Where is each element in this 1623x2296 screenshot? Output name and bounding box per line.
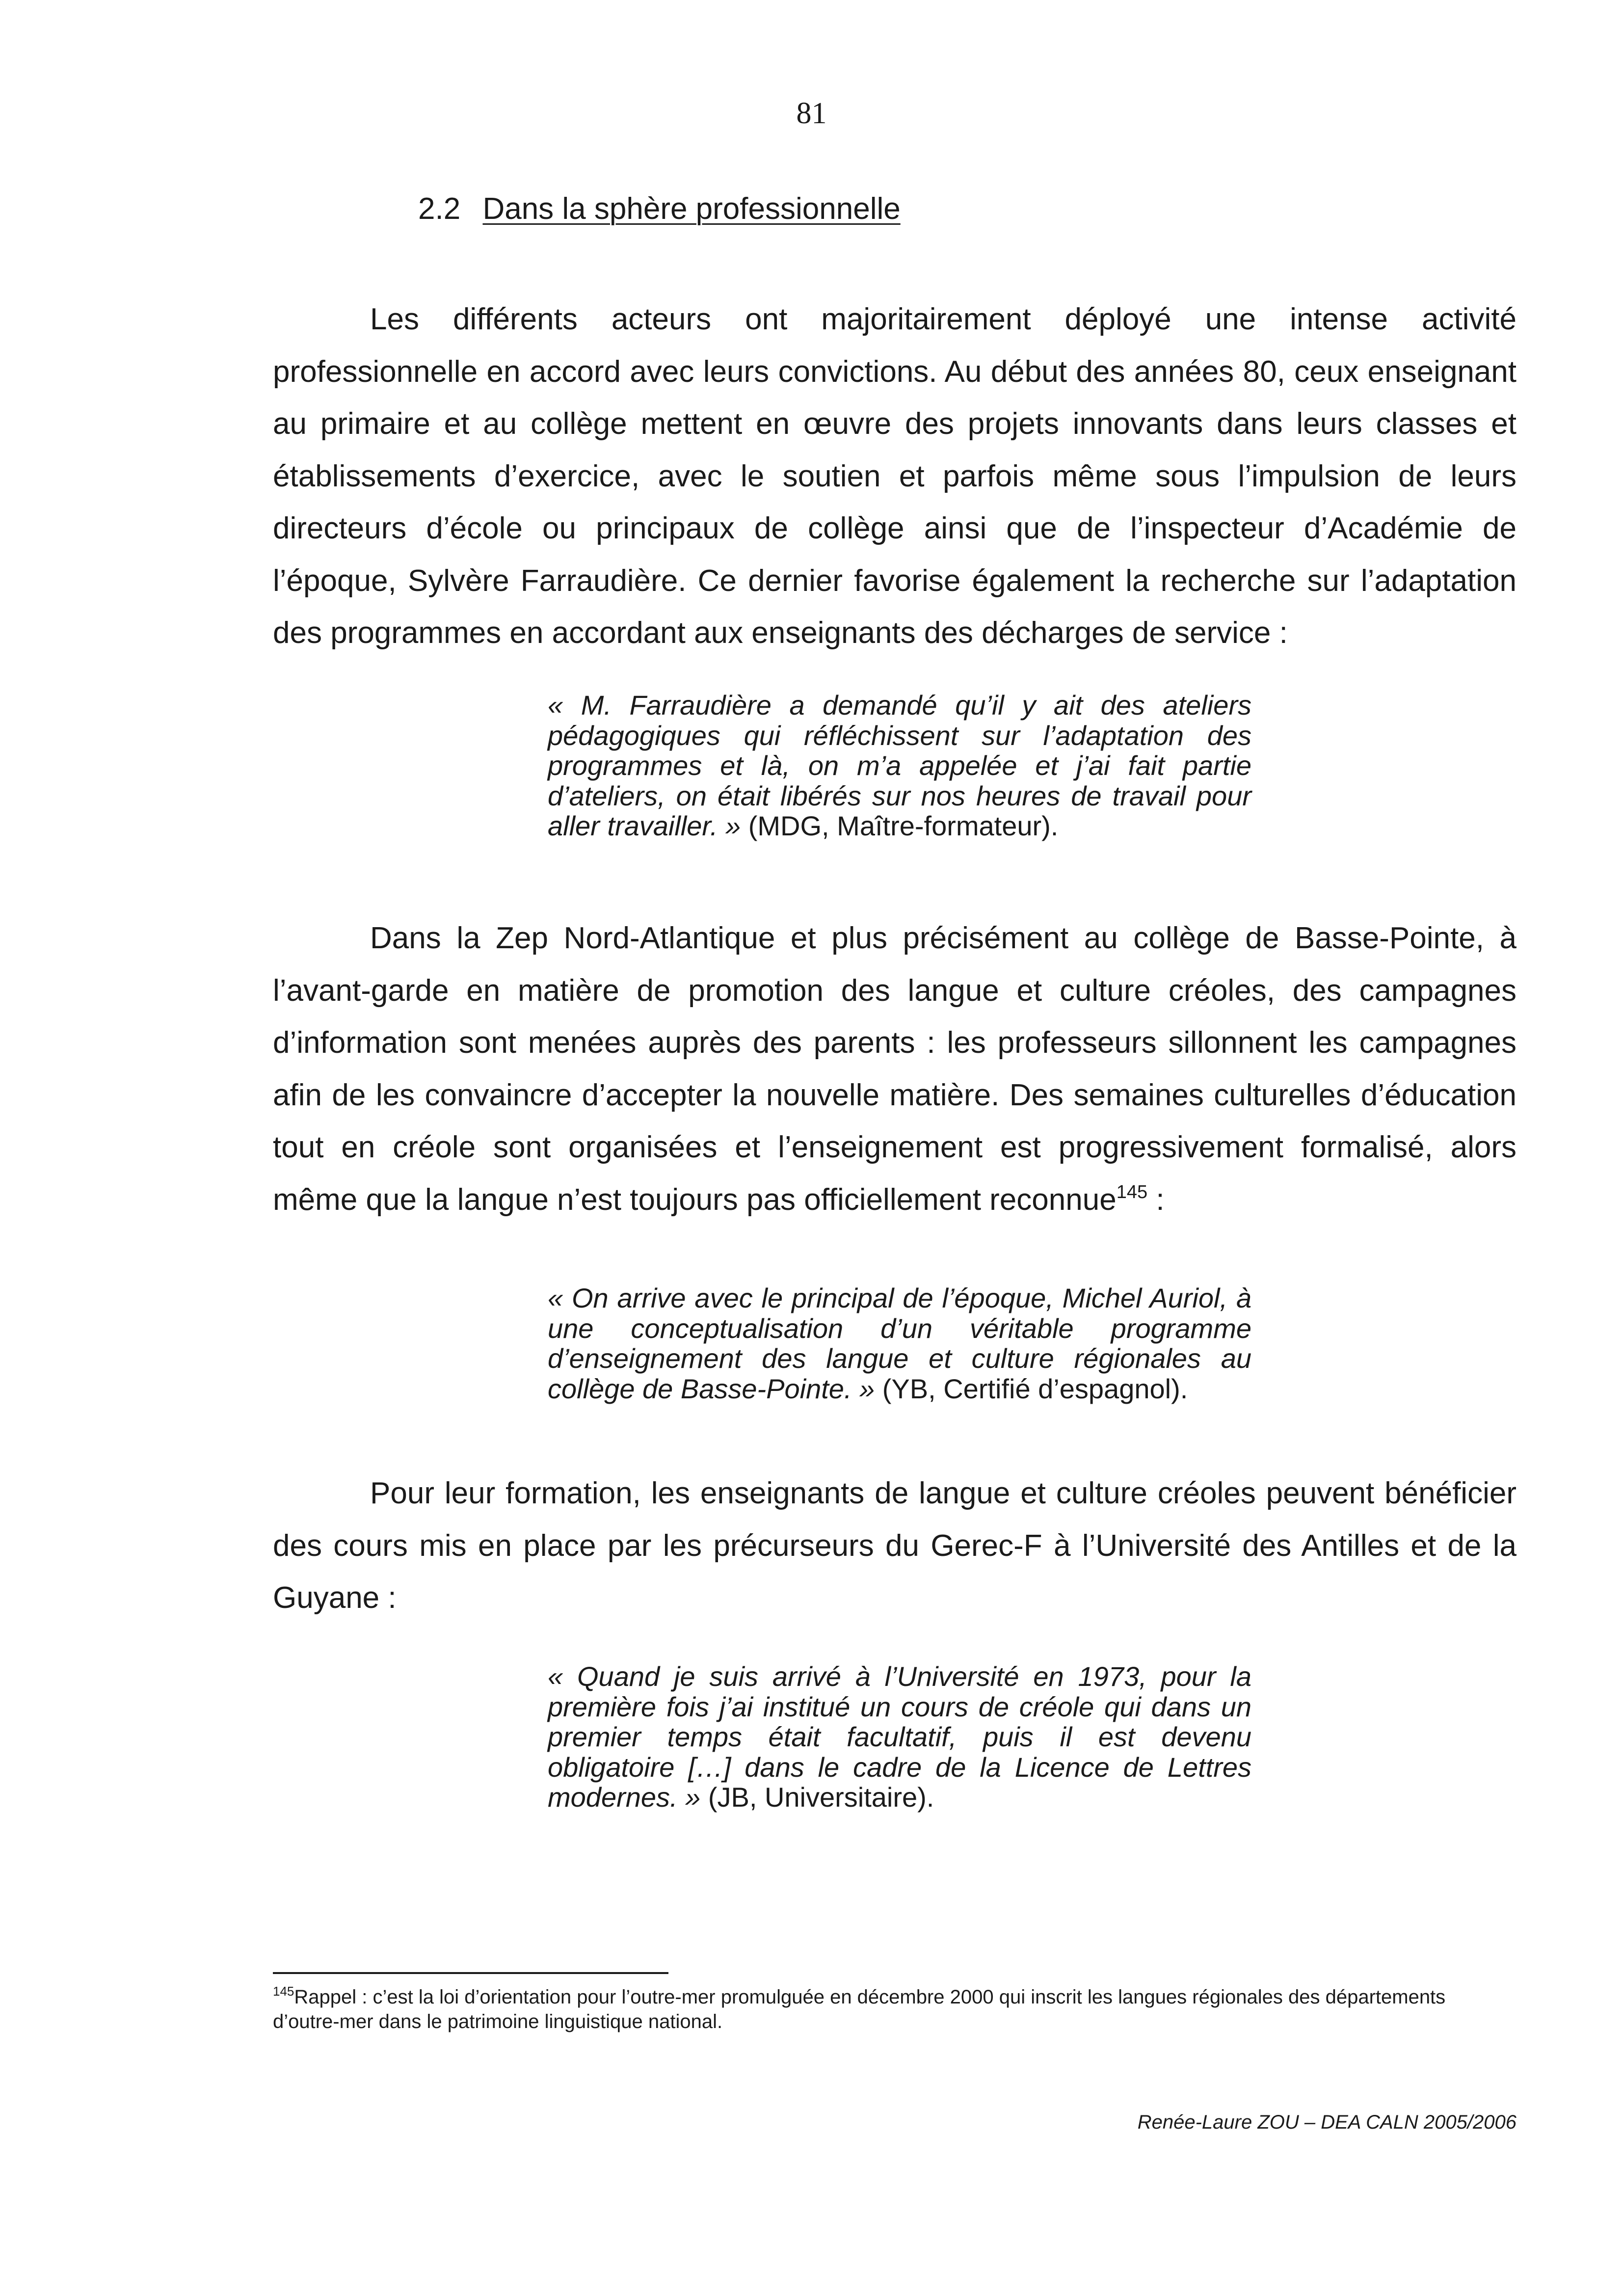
quote-2 xyxy=(548,1283,1251,1404)
paragraph-1 xyxy=(273,294,1517,660)
quote-1-text: « M. Farraudière a demandé qu’il y ait des ateliers pédagogiques qui réfléchissent sur l’adaptation des programmes et là, on m’a appelée et j’ai fait partie d’ateliers, on était libérés sur nos heures de travail pour aller travailler. » xyxy=(548,690,1251,841)
quote-1-attribution: (MDG, Maître-formateur). xyxy=(748,810,1059,841)
paragraph-3 xyxy=(273,1468,1517,1625)
footnote-number: 145 xyxy=(273,1984,294,1999)
quote-2-attribution: (YB, Certifié d’espagnol). xyxy=(882,1373,1188,1404)
quote-3-text: « Quand je suis arrivé à l’Université en 1973, pour la première fois j’ai institué un cours de créole qui dans un premier temps était facultatif, puis il est devenu obligatoire […] dans le cadre de la Licence de Lettres modernes. » xyxy=(548,1661,1251,1813)
footnote xyxy=(273,1985,1517,2034)
quote-3-attribution: (JB, Universitaire). xyxy=(708,1782,934,1813)
footnote-text: Rappel : c’est la loi d’orientation pour l’outre-mer promulguée en décembre 2000 qui inscrit les langues régionales des départements d’outre-mer dans le patrimoine linguistique national. xyxy=(273,1986,1446,2032)
section-heading xyxy=(418,191,901,226)
page-footer: Renée-Laure ZOU – DEA CALN 2005/2006 xyxy=(1137,2111,1517,2133)
quote-2-text: « On arrive avec le principal de l’époque, Michel Auriol, à une conceptualisation d’un véritable programme d’enseignement des langue et culture régionales au collège de Basse-Pointe. » xyxy=(548,1282,1251,1404)
page-number: 81 xyxy=(796,97,827,130)
paragraph-2 xyxy=(273,912,1517,1226)
quote-1 xyxy=(548,690,1251,841)
footnote-reference: 145 xyxy=(1116,1181,1148,1202)
quote-3 xyxy=(548,1661,1251,1813)
paragraph-2-tail: : xyxy=(1147,1182,1165,1217)
paragraph-2-text: Dans la Zep Nord-Atlantique et plus précisément au collège de Basse-Pointe, à l’avant-garde en matière de promotion des langue et culture créoles, des campagnes d’information sont menées auprès des parents : les professeurs sillonnent les campagnes afin de les convaincre d’accepter la nouvelle matière. Des semaines culturelles d’éducation tout en créole sont organisées et l’enseignement est progressivement formalisé, alors même que la langue n’est toujours pas officiellement reconnue xyxy=(273,921,1517,1217)
paragraph-1-text: Les différents acteurs ont majoritairement déployé une intense activité professionnelle en accord avec leurs convictions. Au début des années 80, ceux enseignant au primaire et au collège mettent en œuvre des projets innovants dans leurs classes et établissements d’exercice, avec le soutien et parfois même sous l’impulsion de leurs directeurs d’école ou principaux de collège ainsi que de l’inspecteur d’Académie de l’époque, Sylvère Farraudière. Ce dernier favorise également la recherche sur l’adaptation des programmes en accordant aux enseignants des décharges de service : xyxy=(273,302,1517,650)
section-title: Dans la sphère professionnelle xyxy=(482,192,901,226)
footnote-separator xyxy=(273,1972,668,1974)
section-number: 2.2 xyxy=(418,192,461,226)
paragraph-3-text: Pour leur formation, les enseignants de langue et culture créoles peuvent bénéficier des cours mis en place par les précurseurs du Gerec-F à l’Université des Antilles et de la Guyane : xyxy=(273,1476,1517,1615)
